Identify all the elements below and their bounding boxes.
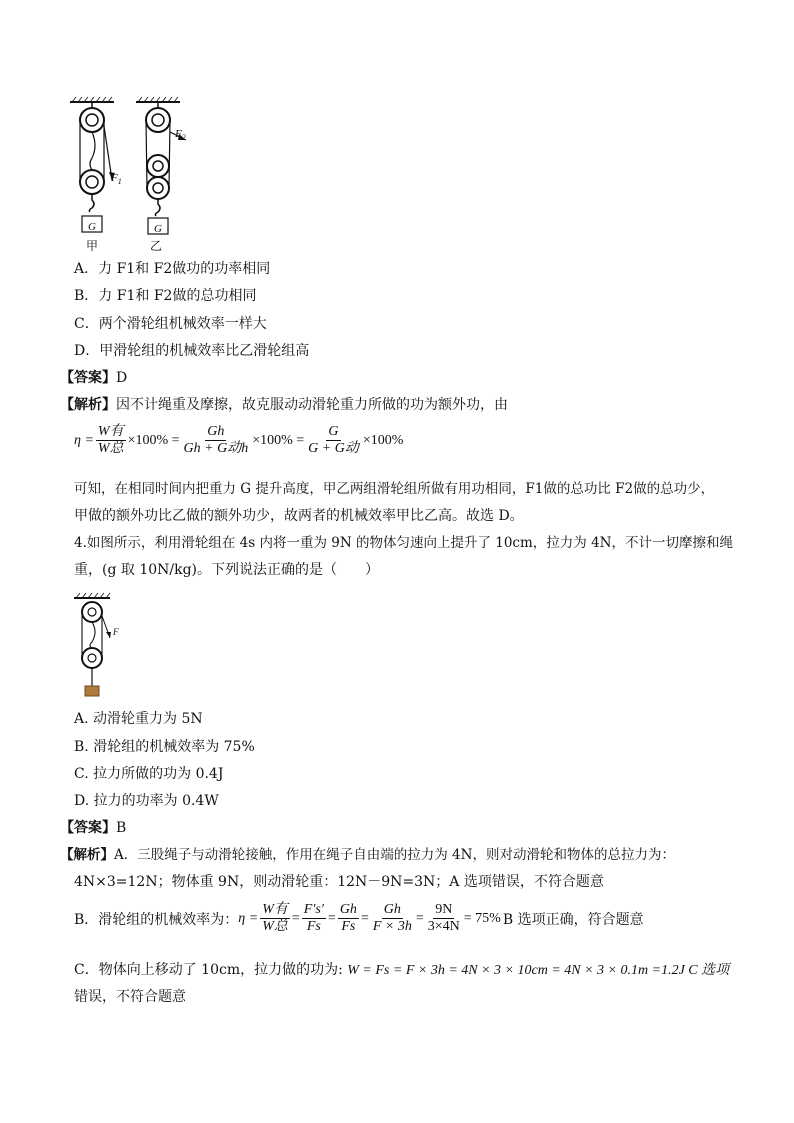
q3-analysis-line1: 【解析】因不计绳重及摩擦，故克服动动滑轮重力所做的功为额外功，由 (60, 397, 508, 413)
block-label-yi: G (154, 223, 162, 235)
q3-option-b: B．力 F1和 F2做的总功相同 (74, 288, 257, 304)
q4-stem-line2: 重，(g 取 10N/kg)。下列说法正确的是（ ） (74, 562, 380, 578)
force-label-f1: $F_1$ (111, 172, 122, 187)
q4-analysis-c1: C．物体向上移动了 10cm，拉力做的功为: W = Fs = F × 3h = 4N × 3 × 10cm = 4N × 3 × 0.1m =1.2J C 选项 (74, 962, 730, 978)
figure-caption-yi: 乙 (150, 239, 163, 253)
q3-analysis-line2: 可知，在相同时间内把重力 G 提升高度，甲乙两组滑轮组所做有用功相同，F1做的总功比 F2做的总功少， (74, 481, 715, 497)
pulley-figure-jia-yi (62, 96, 202, 254)
q3-option-c: C．两个滑轮组机械效率一样大 (74, 316, 267, 332)
q3-option-d: D．甲滑轮组的机械效率比乙滑轮组高 (74, 343, 310, 359)
q4-option-c: C. 拉力所做的功为 0.4J (74, 766, 224, 782)
force-label-f2: $F_2$ (175, 128, 186, 143)
q4-analysis-b: B．滑轮组的机械效率为： η = $\frac{\text{W有}}{\text{W总}}$ = $\frac{F's'}{Fs}$ = $\frac{Gh}{Fs}$ = $\frac{Gh}{F \times 3h}$ = $\frac{9N}{3\times 4N}$ = 75% B 选项正确，符合题意 (74, 902, 644, 934)
q4-analysis-c2: 错误，不符合题意 (74, 989, 186, 1005)
q3-answer: 【答案】D (60, 370, 128, 386)
force-label-q4: F (113, 627, 119, 637)
q4-option-a: A. 动滑轮重力为 5N (74, 711, 203, 727)
q3-analysis-line3: 甲做的额外功比乙做的额外功少，故两者的机械效率甲比乙高。故选 D。 (74, 508, 524, 524)
pulley-figure-q4 (70, 592, 130, 702)
block-label-jia: G (88, 221, 96, 233)
q4-option-b: B. 滑轮组的机械效率为 75% (74, 739, 255, 755)
q4-analysis-a2: 4N×3=12N；物体重 9N，则动滑轮重：12N－9N=3N；A 选项错误，不符合题意 (74, 874, 604, 890)
figure-caption-jia: 甲 (86, 239, 99, 253)
q3-efficiency-formula: η = $\frac{\text{W有}}{\text{W总}}$ ×100% = $\frac{Gh}{\text{Gh + G动h}}$ ×100% = $\frac{G}{\text{G + G动}}$ ×100% (74, 424, 404, 456)
q3-option-a: A．力 F1和 F2做功的功率相同 (74, 261, 271, 277)
q4-option-d: D. 拉力的功率为 0.4W (74, 793, 219, 809)
q4-analysis-a1: 【解析】A．三股绳子与动滑轮接触，作用在绳子自由端的拉力为 4N，则对动滑轮和物体的总拉力为： (60, 847, 675, 863)
q4-answer: 【答案】B (60, 820, 127, 836)
q4-stem-line1: 4.如图所示，利用滑轮组在 4s 内将一重为 9N 的物体匀速向上提升了 10cm，拉力为 4N，不计一切摩擦和绳 (74, 535, 733, 551)
